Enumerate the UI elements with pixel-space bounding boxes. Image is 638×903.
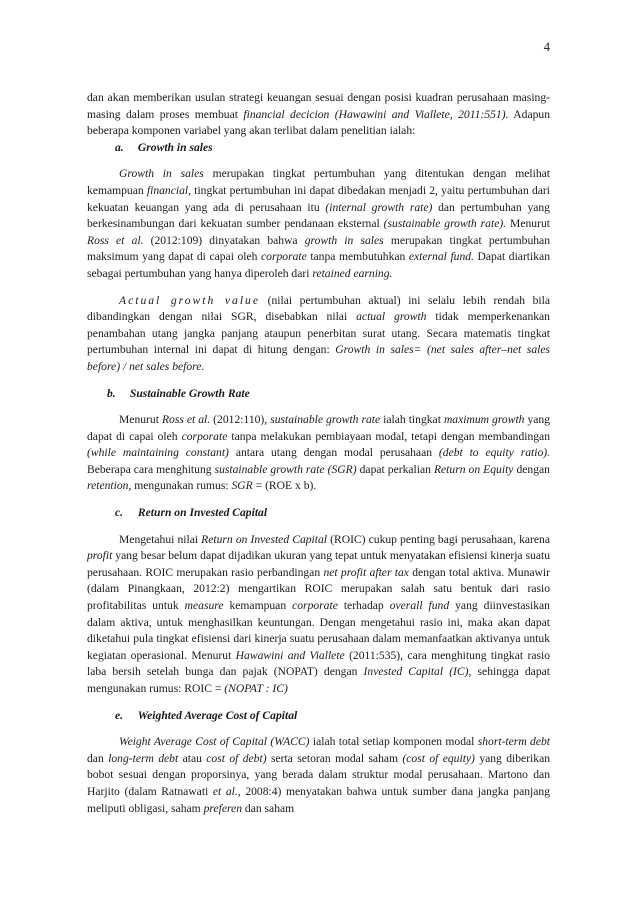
italic-span: short-term debt xyxy=(477,735,550,749)
italic-span: corporate xyxy=(181,429,228,443)
text-span: dengan xyxy=(513,462,550,476)
text-span: yang diberikan bobot sesuai dengan proporsinya, yang berada dalam struktur modal perusahaan. Martono dan Harjito (dalam Ratnawati xyxy=(87,751,551,798)
text-span: dan xyxy=(87,751,109,765)
text-span: (2011:535), cara menghitung tingkat rasio laba bersih setelah bunga dan pajak (NOPAT) dengan xyxy=(87,648,550,679)
text-span: . xyxy=(201,359,205,373)
italic-span: retention, xyxy=(87,479,132,493)
text-span: dapat perkalian xyxy=(356,462,434,476)
section-title: Sustainable Growth Rate xyxy=(129,386,250,400)
formula: Growth in sales= (net sales after–net sales before) / net sales before xyxy=(87,343,550,373)
italic-span: SGR xyxy=(231,479,253,493)
italic-span: financial, xyxy=(146,183,192,197)
italic-span: growth in sales xyxy=(304,233,384,247)
paragraph-growth-in-sales-1 xyxy=(87,166,550,282)
text-span: dan saham xyxy=(242,801,295,815)
text-span: Beberapa cara menghitung xyxy=(87,462,215,476)
italic-span: (cost of equity) xyxy=(402,751,475,765)
text-span: yang besar belum dapat dijadikan ukuran yang tepat untuk menyatakan efisiensi kinerja suatu perusahaan. ROIC merupakan rasio perbandingan xyxy=(87,549,550,579)
text-span: tingkat pertumbuhan ini dapat dibedakan menjadi 2, yaitu pertumbuhan dari kekuatan keuangan yang ada di perusahaan itu xyxy=(87,183,550,214)
text-span: dan pertumbuhan yang berkesinambungan dari kekuatan sumber pendanaan eksternal xyxy=(87,200,550,231)
italic-span: actual growth xyxy=(356,310,427,324)
text-span: tidak memperkenankan penambahan utang jangka panjang ataupun penerbitan surat utang. Secara matematis tingkat pertumbuhan internal ini dapat di hitung dengan: xyxy=(87,310,550,357)
text-span: atau xyxy=(178,751,207,765)
section-title: Growth in sales xyxy=(137,140,213,154)
section-heading-return-on-invested-capital xyxy=(87,505,550,522)
italic-span: corporate xyxy=(261,250,307,264)
paragraph-return-on-invested-capital xyxy=(87,532,550,698)
italic-span: sustainable growth rate (SGR) xyxy=(214,462,357,476)
section-number: e. xyxy=(115,708,124,722)
italic-span: Ross et al. xyxy=(161,413,211,427)
italic-span: maximum growth xyxy=(443,413,525,427)
italic-span: (debt to equity ratio). xyxy=(438,446,551,460)
text-span: (2012:109) dinyatakan bahwa xyxy=(143,233,305,247)
text-span: Menurut xyxy=(119,413,162,427)
italic-span: Actual growth value xyxy=(119,293,260,307)
text-span: (ROIC) cukup penting bagi perusahaan, karena xyxy=(327,532,550,546)
italic-span: Weight Average Cost of Capital (WACC) xyxy=(119,735,310,749)
body-text xyxy=(87,90,550,817)
italic-span: (internal growth rate) xyxy=(325,200,433,214)
text-span: ialah total setiap komponen modal xyxy=(309,735,478,749)
text-span: serta setoran modal saham xyxy=(266,751,403,765)
text-span: Mengetahui nilai xyxy=(119,532,202,546)
italic-span: Invested Capital (IC), xyxy=(363,665,472,679)
italic-span: retained earning. xyxy=(312,266,393,280)
italic-span: profit xyxy=(87,549,113,563)
page-number: 4 xyxy=(543,40,550,54)
italic-span: corporate xyxy=(292,599,338,613)
text-span: dengan total aktiva. Munawir (dalam Pinangkaan, 2012:2) mengartikan ROIC merupakan salah satu bentuk dari rasio profitabilitas untuk xyxy=(87,565,550,613)
section-number: b. xyxy=(107,386,116,400)
text-span: 2008:4) menyatakan bahwa untuk sumber dana jangka panjang meliputi obligasi, saham xyxy=(87,784,550,815)
italic-span: net profit after tax xyxy=(323,565,409,579)
text-span: = (ROE x b). xyxy=(252,479,317,493)
section-number: a. xyxy=(115,140,124,154)
italic-span: Ross et al. xyxy=(87,233,144,247)
italic-span: (while maintaining constant) xyxy=(87,446,229,460)
italic-span: financial decicion (Hawawini and Viallete, 2011:551). xyxy=(243,107,509,121)
italic-span: Return on Equity xyxy=(433,462,514,476)
text-span: terhadap xyxy=(337,599,390,613)
text-span: Menurut xyxy=(506,217,550,231)
section-heading-wacc xyxy=(87,708,550,725)
italic-span: Hawawini and Viallete xyxy=(235,648,345,662)
formula: (NOPAT : IC) xyxy=(224,682,288,695)
intro-paragraph xyxy=(87,90,550,140)
text-span: mengunakan rumus: xyxy=(131,479,232,493)
text-span: Adapun beberapa komponen variabel yang akan terlibat dalam penelitian ialah: xyxy=(87,107,550,138)
italic-span: external fund. xyxy=(408,250,474,264)
section-title: Weighted Average Cost of Capital xyxy=(137,708,298,722)
text-span: yang diinvestasikan dalam aktiva, untuk menghasilkan keuntungan. Dengan mengetahui rasio ini, maka akan dapat diketahui pula tingkat efisiensi dari kinerja suatu perusahaan dalam memanfaatkan aktivanya untuk kegiatan operasional. Menurut xyxy=(87,599,550,662)
section-heading-sustainable-growth-rate xyxy=(87,386,550,403)
text-span: sehingga dapat mengunakan rumus: ROIC = xyxy=(87,665,550,695)
text-span: kemampuan xyxy=(223,599,293,613)
italic-span: overall fund xyxy=(389,599,450,613)
text-span: ialah tingkat xyxy=(380,413,444,427)
italic-span: Growth in sales xyxy=(119,167,204,181)
paragraph-wacc xyxy=(87,734,550,817)
text-span: antara utang dengan modal perusahaan xyxy=(228,446,439,460)
text-span: yang dapat di capai oleh xyxy=(87,413,551,443)
italic-span: cost of debt) xyxy=(206,751,267,765)
italic-span: measure xyxy=(184,599,224,613)
italic-span: sustainable growth rate xyxy=(270,413,381,427)
italic-span: (sustainable growth rate). xyxy=(383,217,507,231)
section-title: Return on Invested Capital xyxy=(137,506,268,520)
text-span: (nilai pertumbuhan aktual) ini selalu lebih rendah bila dibandingkan dengan nilai SGR, disebabkan nilai xyxy=(87,293,550,324)
text-span: merupakan tingkat pertumbuhan yang ditentukan dengan melihat kemampuan xyxy=(87,167,550,197)
text-span: dan akan memberikan usulan strategi keuangan sesuai dengan posisi kuadran perusahaan masing-masing dalam proses membuat xyxy=(87,91,550,121)
text-span: (2012:110), xyxy=(210,413,271,427)
italic-span: preferen xyxy=(203,801,242,815)
text-span: tanpa melakukan pembiayaan modal, tetapi dengan membandingan xyxy=(227,429,551,443)
paragraph-sustainable-growth-rate xyxy=(87,412,550,495)
section-number: c. xyxy=(115,506,124,520)
text-span: merupakan tingkat pertumbuhan maksimum yang dapat di capai oleh xyxy=(87,233,550,264)
text-span: tanpa membutuhkan xyxy=(306,250,409,264)
text-span: Dapat diartikan sebagai pertumbuhan yang hanya diperoleh dari xyxy=(87,250,550,280)
paragraph-growth-in-sales-2 xyxy=(87,293,550,376)
section-heading-growth-in-sales xyxy=(87,140,550,157)
italic-span: long-term debt xyxy=(108,751,179,765)
italic-span: Return on Invested Capital xyxy=(201,532,328,546)
italic-span: et al., xyxy=(212,784,241,798)
